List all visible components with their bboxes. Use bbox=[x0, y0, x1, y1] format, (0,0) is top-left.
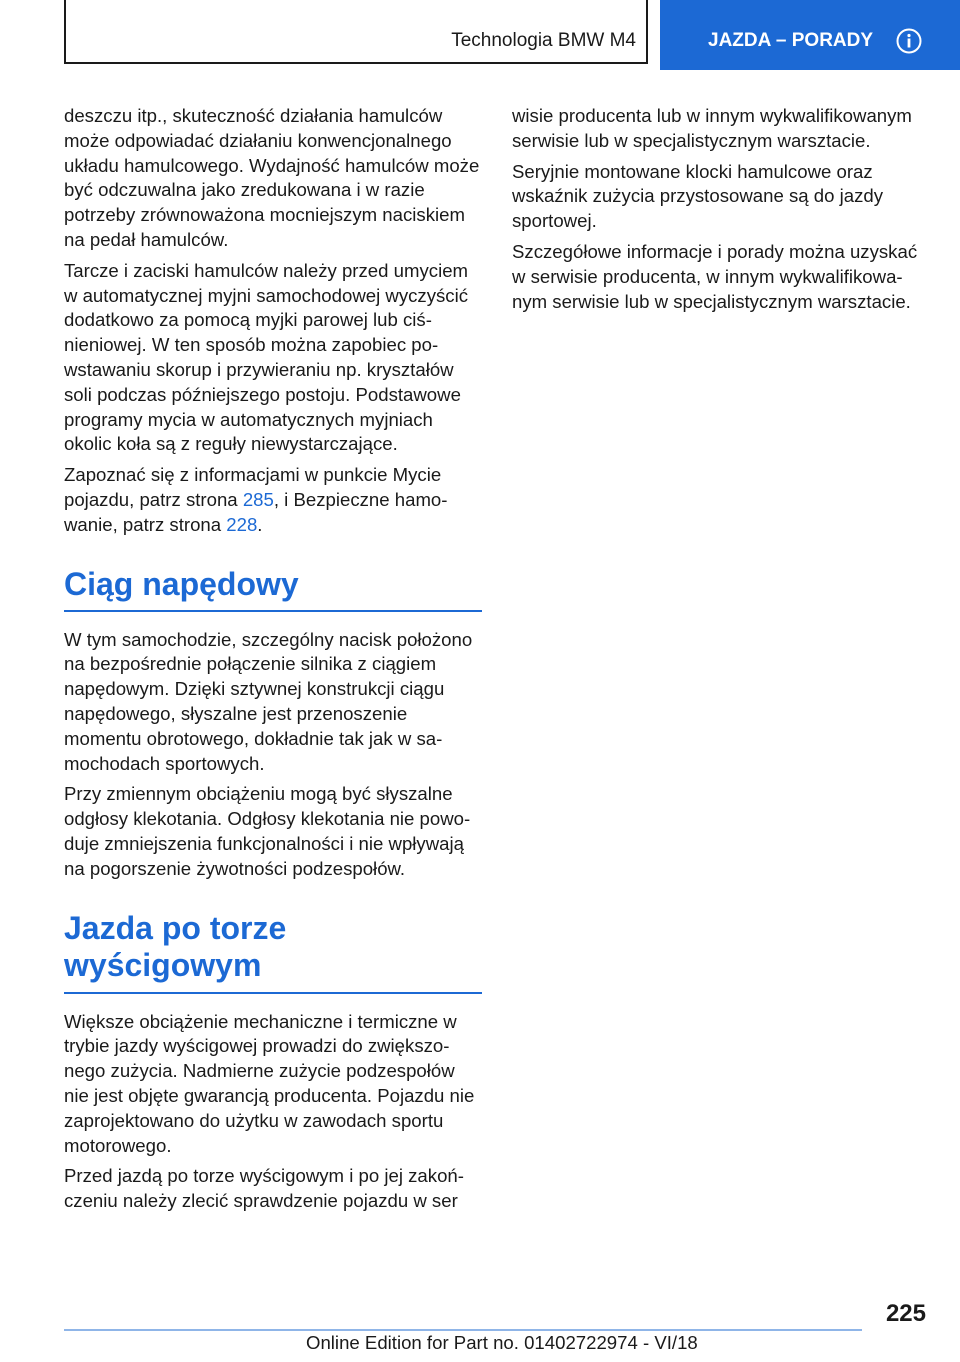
paragraph: deszczu itp., skuteczność działania hamulców może odpowiadać działaniu konwencjonalnego układu hamulcowego. Wydajność hamulców może być odczuwalna jako zredukowana i w razie potrzeby zrównoważona mocniejszym naciskiem na pedał hamulców. bbox=[64, 105, 480, 250]
paragraph: Większe obciążenie mechaniczne i termiczne w trybie jazdy wyścigowej prowadzi do zwiększonego zużycia. Nadmierne zużycie podzespołów nie jest objęte gwarancją producenta. Pojazdu nie zaprojektowano do użytku w zawodach sportu motorowego. bbox=[64, 1010, 475, 1156]
paragraph-text: . bbox=[257, 513, 263, 535]
section-heading: Ciąg napędowy bbox=[64, 565, 299, 602]
paragraph: W tym samochodzie, szczególny nacisk położono na bezpośrednie połączenie silnika z ciągiem napędowym. Dzięki sztywnej konstrukcji ciągu napędowego, słyszalne jest przenoszenie momentu obrotowego, dokładnie tak jak w samochodach sportowych. bbox=[64, 628, 473, 774]
page-reference-link[interactable]: 228 bbox=[226, 513, 258, 535]
paragraph: Przy zmiennym obciążeniu mogą być słyszalne odgłosy klekotania. Odgłosy klekotania nie powoduje zmniejszenia funkcjonalności i nie wpływają na pogorszenie żywotności podzespołów. bbox=[64, 783, 471, 879]
left-column bbox=[64, 104, 482, 1220]
chapter-tab[interactable] bbox=[660, 0, 960, 70]
page-reference-link[interactable]: 285 bbox=[242, 488, 274, 510]
paragraph: Szczegółowe informacje i porady można uzyskać w serwisie producenta, w innym wykwalifikowanym serwisie lub w specjalistycznym warsztacie. bbox=[512, 240, 918, 312]
edition-footer: Online Edition for Part no. 01402722974 - VI/18 bbox=[306, 1332, 698, 1353]
header-title-box bbox=[64, 0, 648, 64]
paragraph: wisie producenta lub w innym wykwalifikowanym serwisie lub w specjalistycznym warsztacie. bbox=[512, 105, 912, 151]
right-column bbox=[512, 104, 930, 320]
page-number: 225 bbox=[885, 1300, 926, 1327]
section-title: Technologia BMW M4 bbox=[451, 30, 636, 51]
section-heading-line: wyścigowym bbox=[64, 946, 262, 983]
footer-divider bbox=[64, 1329, 862, 1331]
section-heading-line: Jazda po torze bbox=[64, 909, 287, 946]
chapter-tab-label: JAZDA – PORADY bbox=[708, 30, 874, 51]
paragraph-text: Zapoznać się z informacjami w punkcie Mycie pojazdu, patrz strona bbox=[64, 464, 442, 510]
section-heading-wrap bbox=[64, 910, 482, 994]
paragraph-text: , i Bezpieczne hamowanie, patrz strona bbox=[64, 488, 448, 535]
paragraph-with-references bbox=[64, 463, 482, 537]
paragraph: Tarcze i zaciski hamulców należy przed umyciem w automatycznej myjni samochodowej wyczyścić dodatkowo za pomocą myjki parowej lub ciśnieniowej. W ten sposób można zapobiec powstawaniu skorup i przywieraniu np. kryształów soli podczas późniejszego postoju. Podstawowe programy mycia w automatycznych myjniach okolic koła są z reguły niewystarczające. bbox=[64, 259, 469, 455]
paragraph: Seryjnie montowane klocki hamulcowe oraz wskaźnik zużycia przystosowane są do jazdy sportowej. bbox=[512, 160, 884, 232]
paragraph: Przed jazdą po torze wyścigowym i po jej zakończeniu należy zlecić sprawdzenie pojazdu w ser bbox=[64, 1165, 464, 1212]
info-circle-icon[interactable] bbox=[896, 28, 922, 54]
section-heading bbox=[64, 910, 482, 984]
section-heading-wrap bbox=[64, 566, 482, 612]
